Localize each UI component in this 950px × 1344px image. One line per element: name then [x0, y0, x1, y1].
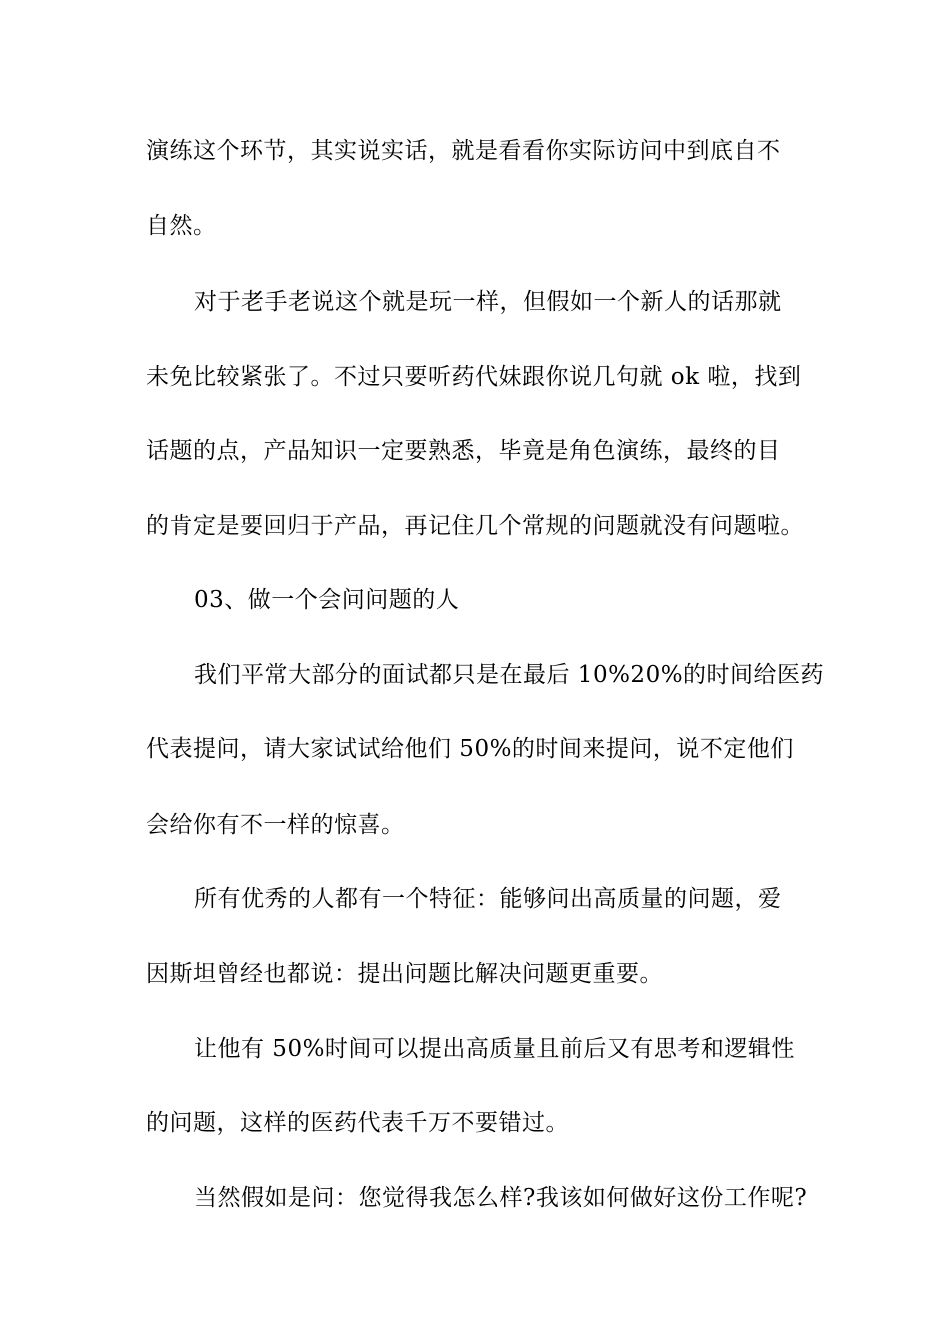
text-line: 演练这个环节，其实说实话，就是看看你实际访问中到底自不: [146, 138, 781, 164]
section-heading: 03、做一个会问问题的人: [194, 587, 460, 613]
paragraph-start-line: 我们平常大部分的面试都只是在最后 10%20%的时间给医药: [194, 662, 825, 688]
text-line: 的问题，这样的医药代表千万不要错过。: [146, 1110, 569, 1136]
text-line: 会给你有不一样的惊喜。: [146, 812, 405, 838]
paragraph-start-line: 让他有 50%时间可以提出高质量且前后又有思考和逻辑性: [194, 1036, 795, 1062]
text-line: 自然。: [146, 213, 217, 239]
paragraph-start-line: 所有优秀的人都有一个特征：能够问出高质量的问题，爱: [194, 886, 782, 912]
text-line: 代表提问，请大家试试给他们 50%的时间来提问，说不定他们: [146, 736, 794, 762]
text-line: 话题的点，产品知识一定要熟悉，毕竟是角色演练，最终的目: [146, 438, 781, 464]
text-line: 未免比较紧张了。不过只要听药代妹跟你说几句就 ok 啦，找到: [146, 364, 802, 390]
paragraph-start-line: 对于老手老说这个就是玩一样，但假如一个新人的话那就: [194, 289, 782, 315]
text-line: 因斯坦曾经也都说：提出问题比解决问题更重要。: [146, 961, 663, 987]
paragraph-start-line: 当然假如是问：您觉得我怎么样?我该如何做好这份工作呢?: [194, 1185, 808, 1211]
text-line: 的肯定是要回归于产品，再记住几个常规的问题就没有问题啦。: [146, 513, 804, 539]
